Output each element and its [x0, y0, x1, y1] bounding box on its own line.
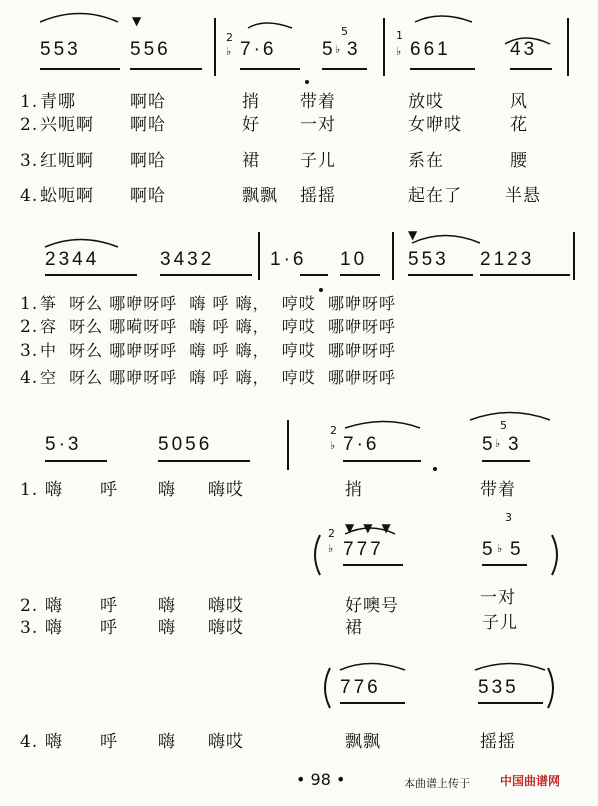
- triangle: ▼: [381, 521, 400, 535]
- lyric: 嗨: [45, 732, 63, 752]
- lyric: 呼: [100, 596, 118, 616]
- triangle: ▼: [345, 521, 364, 535]
- barline: [573, 232, 575, 280]
- verse-no: 4.: [20, 186, 39, 206]
- notes-2344: 2344: [45, 249, 100, 270]
- underline: [40, 68, 120, 70]
- underline: [408, 274, 473, 276]
- upload-note: 本曲谱上传于: [404, 777, 470, 790]
- lyric: 嗨: [45, 596, 63, 616]
- grace-5: 5: [500, 419, 507, 432]
- verse-no: 2.: [20, 115, 39, 135]
- lyric: 子儿: [300, 151, 336, 171]
- verse-no: 3.: [20, 151, 39, 171]
- paren-right: [552, 535, 557, 575]
- lyric: 风: [510, 92, 528, 112]
- lyric: 飘飘: [242, 186, 278, 206]
- lyric: 半悬: [505, 186, 541, 206]
- logo-text: 中国曲谱网: [500, 774, 561, 788]
- grace-flat: ♭: [495, 437, 501, 450]
- notes-661: 661: [410, 39, 451, 60]
- grace-flat: ♭: [226, 45, 232, 58]
- lyric: 女咿哎: [408, 115, 462, 135]
- lyric: 蚣呃啊: [40, 186, 94, 206]
- verse-no: 4.: [20, 368, 39, 388]
- slur: [475, 664, 545, 671]
- note-3: 3: [347, 39, 361, 60]
- notes-553: 553: [408, 249, 449, 270]
- lyric-line: 中 呀么 哪咿呀呼 嗨 呼 嗨， 哼哎 哪咿呀呼: [40, 341, 396, 360]
- underline: [300, 274, 328, 276]
- notes-1-6: 1·6: [270, 249, 307, 270]
- underline: [510, 68, 552, 70]
- slur: [340, 664, 405, 671]
- slur: [45, 240, 118, 248]
- note-5: 5: [482, 539, 496, 560]
- lyric: 呼: [100, 480, 118, 500]
- accent-triangle: ▼: [408, 228, 418, 242]
- verse-no: 4.: [20, 732, 39, 752]
- lyric: 嗨: [158, 732, 176, 752]
- lyric: 嗨哎: [208, 618, 244, 638]
- lyric: 啊哈: [130, 115, 166, 135]
- notes-556: 556: [130, 39, 171, 60]
- verse-no: 1.: [20, 294, 39, 314]
- low-dot: [305, 80, 309, 84]
- notes-3432: 3432: [160, 249, 215, 270]
- underline: [410, 68, 475, 70]
- lyric: 红呃啊: [40, 151, 94, 171]
- lyric: 啊哈: [130, 151, 166, 171]
- lyric: 摇摇: [480, 732, 516, 752]
- grace-flat: ♭: [330, 439, 336, 452]
- note-3: 3: [508, 434, 522, 455]
- triangle: ▼: [363, 521, 382, 535]
- slur: [40, 14, 118, 23]
- barline: [258, 232, 260, 280]
- paren-left: [325, 668, 330, 708]
- low-dot: [433, 467, 437, 471]
- accent-triangle: ▼: [132, 14, 142, 28]
- lyric: 嗨: [45, 480, 63, 500]
- underline: [480, 274, 570, 276]
- lyric: 花: [510, 115, 528, 135]
- lyric-line: 容 呀么 哪嗬呀呼 嗨 呼 嗨， 哼哎 哪咿呀呼: [40, 317, 396, 336]
- slur: [415, 16, 472, 22]
- grace-2: 2: [328, 527, 335, 540]
- lyric: 兴呃啊: [40, 115, 94, 135]
- lyric: 起在了: [408, 186, 462, 206]
- lyric: 一对: [480, 588, 516, 608]
- verse-no: 3.: [20, 341, 39, 361]
- underline: [322, 68, 367, 70]
- lyric: 嗨哎: [208, 596, 244, 616]
- lyric: 系在: [408, 151, 444, 171]
- notes-2123: 2123: [480, 249, 535, 270]
- verse-no: 1.: [20, 92, 39, 112]
- notes-5056: 5056: [158, 434, 213, 455]
- lyric: 呼: [100, 732, 118, 752]
- slur: [470, 413, 550, 421]
- notes-535: 535: [478, 677, 519, 698]
- slur: [248, 23, 292, 28]
- verse-no: 2.: [20, 596, 39, 616]
- notes-777: 777: [343, 539, 384, 560]
- lyric: 嗨: [158, 596, 176, 616]
- verse-no: 2.: [20, 317, 39, 337]
- grace-3: 3: [505, 511, 512, 524]
- notes-553: 553: [40, 39, 81, 60]
- underline: [343, 564, 403, 566]
- grace-2: 2: [226, 31, 233, 44]
- accent-triangles: [345, 522, 400, 534]
- lyric: 呼: [100, 618, 118, 638]
- barline: [567, 18, 569, 76]
- lyric-line: 空 呀么 哪咿呀呼 嗨 呼 嗨， 哼哎 哪咿呀呼: [40, 368, 396, 387]
- note-5: 5: [482, 434, 496, 455]
- lyric: 裙: [242, 151, 260, 171]
- notes-5-3: 5·3: [45, 434, 82, 455]
- slur: [412, 236, 480, 244]
- underline: [130, 68, 202, 70]
- lyric: 子儿: [482, 613, 518, 633]
- grace-flat: ♭: [335, 43, 341, 56]
- lyric: 一对: [300, 115, 336, 135]
- underline: [240, 68, 300, 70]
- notes-43: 43: [510, 39, 538, 60]
- lyric: 带着: [480, 480, 516, 500]
- underline: [45, 460, 107, 462]
- grace-flat: ♭: [396, 45, 402, 58]
- lyric: 摇摇: [300, 186, 336, 206]
- lyric: 嗨: [45, 618, 63, 638]
- note-5: 5: [510, 539, 524, 560]
- verse-no: 1.: [20, 480, 39, 500]
- underline: [340, 274, 380, 276]
- lyric: 好: [242, 115, 260, 135]
- lyric: 放哎: [408, 92, 444, 112]
- page-number: • 98 •: [296, 770, 346, 789]
- site-logo: [500, 772, 560, 789]
- grace-flat: ♭: [328, 542, 334, 555]
- low-dot: [319, 288, 323, 292]
- barline: [392, 232, 394, 280]
- notes-10: 10: [340, 249, 368, 270]
- barline: [383, 18, 385, 76]
- grace-1: 1: [396, 29, 403, 42]
- underline: [160, 274, 252, 276]
- lyric: 飘飘: [345, 732, 381, 752]
- slur: [345, 422, 420, 429]
- lyric: 青哪: [40, 92, 76, 112]
- paren-left: [315, 535, 320, 575]
- verse-no: 3.: [20, 618, 39, 638]
- notes-7-6: 7·6: [240, 39, 277, 60]
- underline: [482, 460, 530, 462]
- lyric: 啊哈: [130, 186, 166, 206]
- lyric: 嗨: [158, 480, 176, 500]
- lyric: 啊哈: [130, 92, 166, 112]
- notes-7-6: 7·6: [343, 434, 380, 455]
- lyric: 带着: [300, 92, 336, 112]
- underline: [45, 274, 137, 276]
- grace-flat: ♭: [497, 542, 503, 555]
- grace-2: 2: [330, 424, 337, 437]
- paren-right: [548, 668, 553, 708]
- underline: [482, 564, 527, 566]
- lyric: 嗨哎: [208, 480, 244, 500]
- notes-776: 776: [340, 677, 381, 698]
- underline: [158, 460, 250, 462]
- barline: [287, 420, 289, 470]
- underline: [343, 460, 421, 462]
- grace-5: 5: [341, 25, 348, 38]
- lyric: 嗨哎: [208, 732, 244, 752]
- underline: [478, 702, 543, 704]
- lyric: 捎: [242, 92, 260, 112]
- lyric: 裙: [345, 618, 363, 638]
- lyric: 捎: [345, 480, 363, 500]
- lyric: 好噢号: [345, 596, 399, 616]
- barline: [214, 18, 216, 76]
- note-5: 5: [322, 39, 336, 60]
- lyric: 腰: [510, 151, 528, 171]
- lyric: 嗨: [158, 618, 176, 638]
- lyric-line: 筝 呀么 哪咿呀呼 嗨 呼 嗨， 哼哎 哪咿呀呼: [40, 294, 396, 313]
- underline: [340, 702, 405, 704]
